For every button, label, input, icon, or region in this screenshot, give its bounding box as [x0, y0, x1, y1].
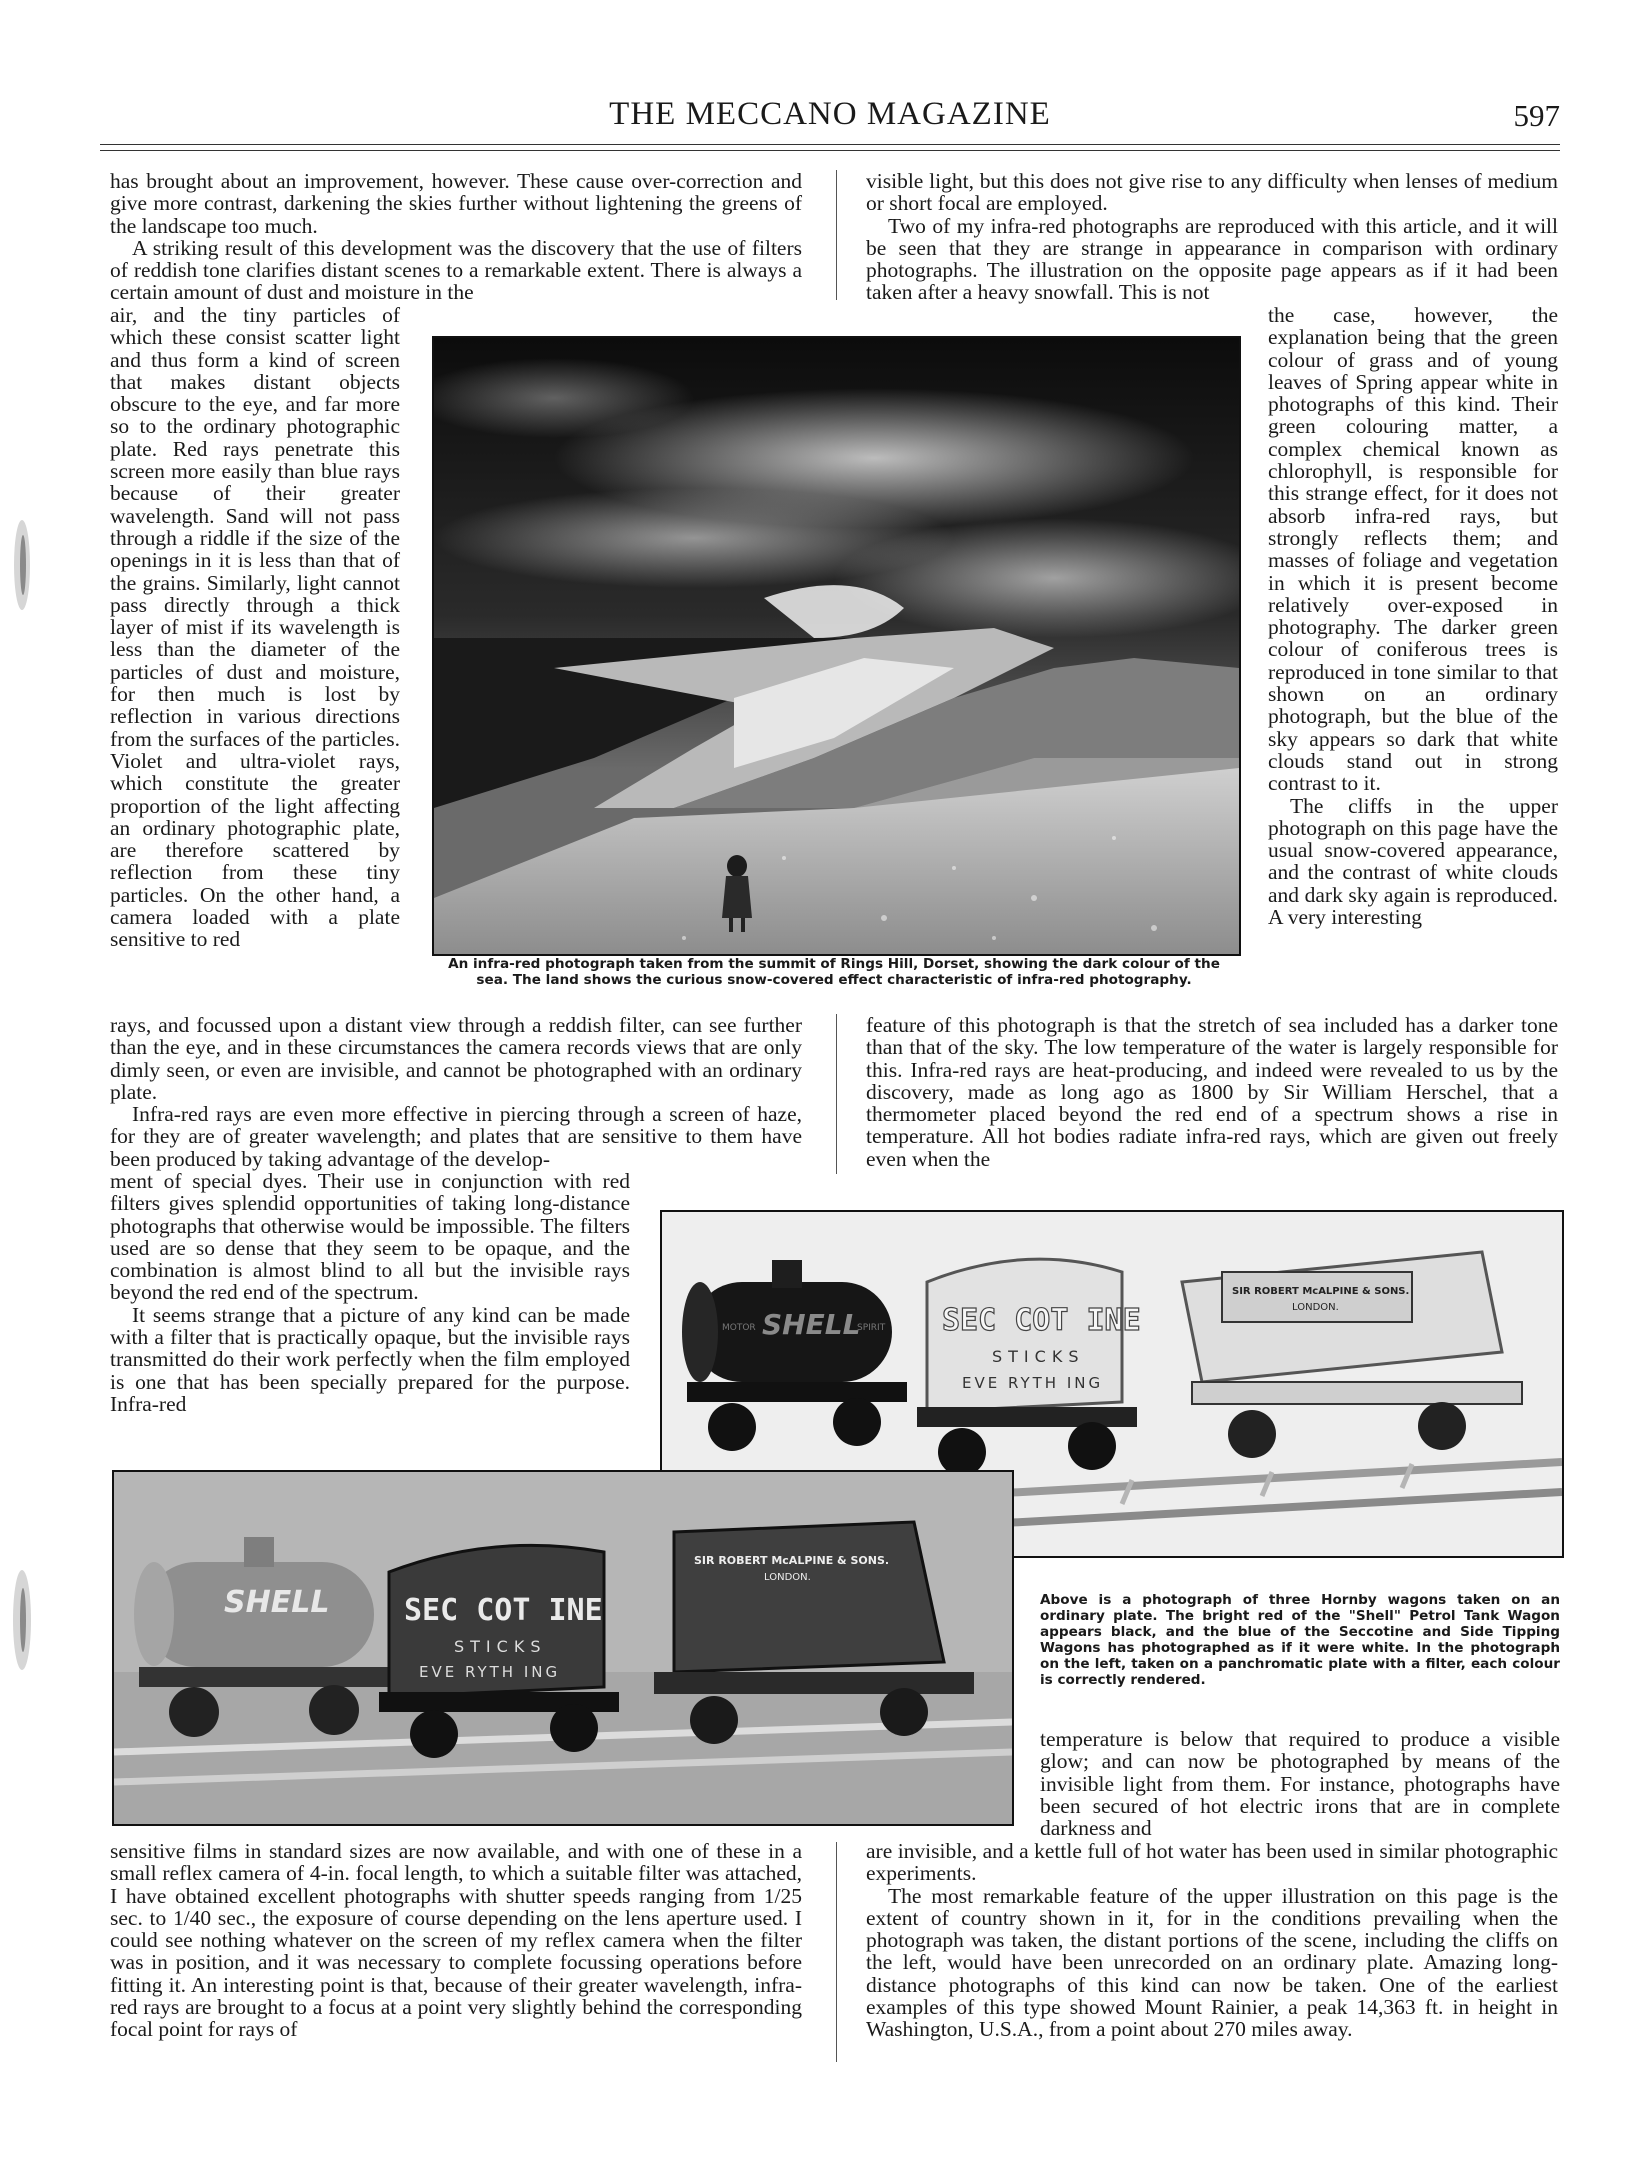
- paragraph: The cliffs in the upper photograph on this page have the usual snow-covered appearance, and the contrast of white clouds and dark sky again is reproduced. A very interesting: [1268, 793, 1558, 930]
- header-rule-second: [100, 150, 1560, 151]
- paragraph: The most remarkable feature of the upper illustration on this page is the extent of country shown in it, for in the conditions prevailing when the photograph was taken, the distant portions of the scene, including the cliffs on the left, would have been unrecorded on an ordinary plate. Amazing long-distance photographs of this kind can now be taken. One of the earliest examples of this type showed Mount Rainier, a peak 14,363 ft. in height in Washington, U.S.A., from a point about 270 miles away.: [866, 1883, 1558, 2042]
- left-lower-block: [110, 1170, 630, 1415]
- tank-brand-text-2: SHELL: [224, 1585, 330, 1620]
- right-top-block: [866, 170, 1558, 304]
- paragraph: visible light, but this does not give rise to any difficulty when lenses of medium or short focal are employed.: [866, 169, 1558, 216]
- van-line2: STICKS: [992, 1347, 1085, 1366]
- tank-brand-text: SHELL: [762, 1308, 861, 1341]
- van-line1: SEC COT INE: [942, 1303, 1141, 1338]
- van-line2-2: STICKS: [454, 1637, 547, 1656]
- paragraph: ment of special dyes. Their use in conjunction with red filters gives splendid opportunities of taking long-distance photographs that otherwise would be impossible. The filters used are so dense that they seem to be opaque, and the combination is almost blind to all but the invisible rays beyond the red end of the spectrum.: [110, 1169, 630, 1305]
- left-mid-block: [110, 1014, 802, 1170]
- paragraph: It seems strange that a picture of any kind can be made with a filter that is practically opaque, but the invisible rays transmitted do their work perfectly when the film employed is one that has been specially prepared for the purpose. Infra-red: [110, 1302, 630, 1416]
- wagons-caption: Above is a photograph of three Hornby wagons taken on an ordinary plate. The bright red of the "Shell" Petrol Tank Wagon appears black, and the blue of the Seccotine and Side Tipping Wagons has photographed as if it were white. In the photograph on the left, taken on a panchromatic plate with a filter, each colour is correctly rendered.: [1040, 1592, 1560, 1688]
- paragraph: are invisible, and a kettle full of hot water has been used in similar photographic experiments.: [866, 1839, 1558, 1886]
- right-bottom-block: [866, 1840, 1558, 2041]
- right-lower-block: [1040, 1728, 1560, 1839]
- tank-small-left: MOTOR: [722, 1323, 756, 1333]
- tipper-line1-2: SIR ROBERT McALPINE & SONS.: [694, 1554, 890, 1567]
- right-mid-block: [866, 1014, 1558, 1170]
- left-narrow-block: [110, 304, 400, 951]
- tipper-line2-2: LONDON.: [764, 1572, 811, 1583]
- van-line1-2: SEC COT INE: [404, 1593, 603, 1628]
- left-bottom-block: [110, 1840, 802, 2041]
- wagons-panchromatic-photo: [112, 1470, 1014, 1826]
- column-rule: [836, 1842, 837, 2062]
- paragraph: Two of my infra-red photographs are reproduced with this article, and it will be seen that they are strange in appearance in comparison with ordinary photographs. The illustration on the opposite page appears as if it had been taken after a heavy snowfall. This is not: [866, 213, 1558, 305]
- paragraph: has brought about an improvement, however. These cause over-correction and give more contrast, darkening the skies further without lightening the greens of the landscape too much.: [110, 169, 802, 238]
- page-number: 597: [1513, 98, 1560, 133]
- tipper-line2: LONDON.: [1292, 1302, 1339, 1313]
- paragraph: A striking result of this development was the discovery that the use of filters of reddish tone clarifies distant scenes to a remarkable extent. There is always a certain amount of dust and moisture in the: [110, 235, 802, 305]
- running-title: THE MECCANO MAGAZINE: [609, 96, 1051, 132]
- paragraph: sensitive films in standard sizes are now available, and with one of these in a small reflex camera of 4-in. focal length, to which a suitable filter was attached, I have obtained excellent photographs with shutter speeds ranging from 1/25 sec. to 1/40 sec., the exposure of course depending on the lens aperture used. I could see nothing whatever on the screen of my reflex camera when the filter was in position, and it was necessary to complete focussing operations before fitting it. An interesting point is that, because of their greater wavelength, infra-red rays are brought to a focus at a point very slightly behind the corresponding focal point for rays of: [110, 1839, 802, 2042]
- binding-mark: [8, 1560, 38, 1680]
- column-rule: [836, 1014, 837, 1174]
- infrared-photo-caption: An infra-red photograph taken from the summit of Rings Hill, Dorset, showing the dark colour of the sea. The land shows the curious snow-covered effect characteristic of infra-red photography.: [448, 956, 1220, 988]
- tank-small-right: SPIRIT: [857, 1323, 886, 1333]
- header-rule: [100, 144, 1560, 145]
- paragraph: Infra-red rays are even more effective in piercing through a screen of haze, for they are of greater wavelength; and plates that are sensitive to them have been produced by taking advantage of the develop-: [110, 1102, 802, 1171]
- column-rule: [836, 170, 837, 300]
- van-line3: EVE RYTH ING: [962, 1374, 1104, 1392]
- paragraph: air, and the tiny particles of which these consist scatter light and thus form a kind of screen that makes distant objects obscure to the eye, and far more so to the ordinary photographic plate. Red rays penetrate this screen more easily than blue rays because of their greater wavelength. Sand will not pass through a riddle if the size of the openings in it is less than that of the grains. Similarly, light cannot pass directly through a thick layer of mist if its wavelength is less than the diameter of the particles of dust and moisture, for then much is lost by reflection in various directions from the surfaces of the particles. Violet and ultra-violet rays, which constitute the greater proportion of the light affecting an ordinary photographic plate, are therefore scattered by reflection from these tiny particles. On the other hand, a camera loaded with a plate sensitive to red: [110, 303, 400, 952]
- right-narrow-block: [1268, 304, 1558, 928]
- infrared-cliff-photo: [432, 336, 1241, 956]
- binding-mark: [8, 510, 38, 620]
- left-top-block: [110, 170, 802, 304]
- van-line3-2: EVE RYTH ING: [419, 1663, 561, 1681]
- paragraph: the case, however, the explanation being that the green colour of grass and of young leaves of Spring appear white in photographs of this kind. Their green colouring matter, a complex chemical known as chlorophyll, is responsible for this strange effect, for it does not absorb infra-red rays, but strongly reflects them; and masses of foliage and vegetation in which it is present become relatively over-exposed in photography. The darker green colour of coniferous trees is reproduced in tone similar to that shown on an ordinary photograph, but the blue of the sky appears so dark that white clouds stand out in strong contrast to it.: [1268, 303, 1558, 796]
- paragraph: temperature is below that required to produce a visible glow; and can now be photographed by means of the invisible light from them. For instance, photographs have been secured of hot electric irons that are in complete darkness and: [1040, 1727, 1560, 1841]
- page-header: [100, 96, 1560, 146]
- tipper-line1: SIR ROBERT McALPINE & SONS.: [1232, 1286, 1410, 1297]
- paragraph: feature of this photograph is that the stretch of sea included has a darker tone than that of the sky. The low temperature of the water is largely responsible for this. Infra-red rays are heat-producing, and indeed were revealed to us by the discovery, made as long ago as 1800 by Sir William Herschel, that a thermometer placed beyond the red end of a spectrum shows a rise in temperature. All hot bodies radiate infra-red rays, which are given out freely even when the: [866, 1013, 1558, 1171]
- paragraph: rays, and focussed upon a distant view through a reddish filter, can see further than the eye, and in these circumstances the camera records views that are only dimly seen, or even are invisible, and cannot be photographed with an ordinary plate.: [110, 1013, 802, 1104]
